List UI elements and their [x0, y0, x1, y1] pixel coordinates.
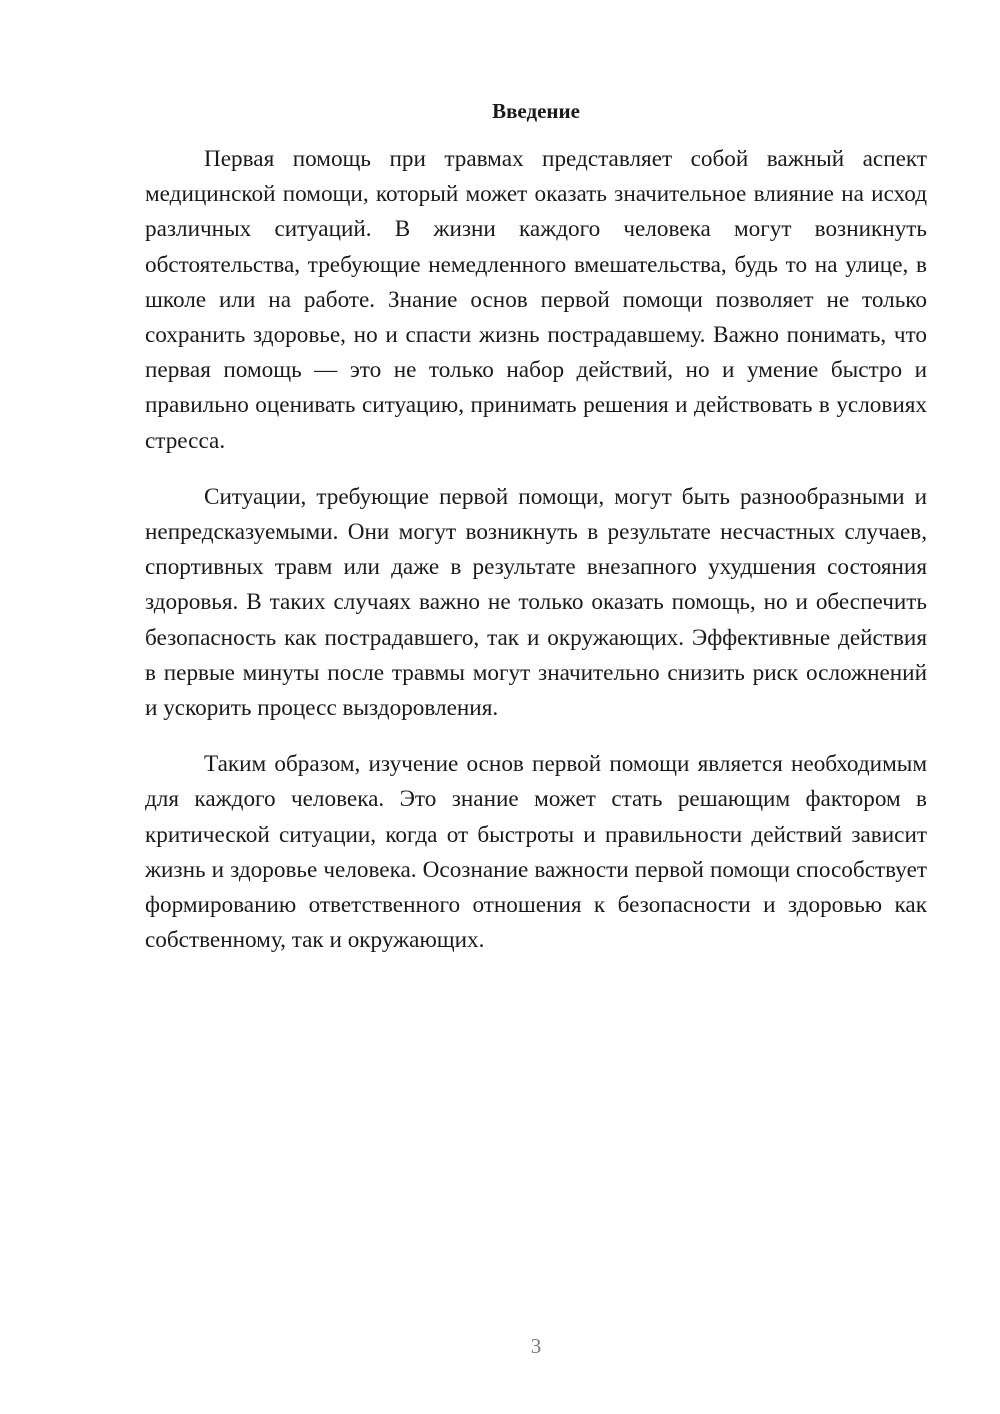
section-heading: Введение [492, 99, 580, 123]
page-number: 3 [530, 1334, 542, 1358]
paragraph-3: Таким образом, изучение основ первой помощи является необходимым для каждого человека. Это знание может стать решающим фактором в критической ситуации, когда от быстроты и правильности действий зависит жизнь и здоровье человека. Осознание важности первой помощи способствует формированию ответственного отношения к безопасности и здоровью как собственному, так и окружающих. [145, 751, 927, 954]
paragraph-2: Ситуации, требующие первой помощи, могут быть разнообразными и непредсказуемыми. Они могут возникнуть в результате несчастных случаев, спортивных травм или даже в результате внезапного ухудшения состояния здоровья. В таких случаях важно не только оказать помощь, но и обеспечить безопасность как пострадавшего, так и окружающих. Эффективные действия в первые минуты после травмы могут значительно снизить риск осложнений и ускорить процесс выздоровления. [145, 483, 927, 722]
body-text [145, 142, 927, 979]
paragraph-1: Первая помощь при травмах представляет собой важный аспект медицинской помощи, который может оказать значительное влияние на исход различных ситуаций. В жизни каждого человека могут возникнуть обстоятельства, требующие немедленного вмешательства, будь то на улице, в школе или на работе. Знание основ первой помощи позволяет не только сохранить здоровье, но и спасти жизнь пострадавшему. Важно понимать, что первая помощь — это не только набор действий, но и умение быстро и правильно оценивать ситуацию, принимать решения и действовать в условиях стресса. [145, 146, 927, 454]
